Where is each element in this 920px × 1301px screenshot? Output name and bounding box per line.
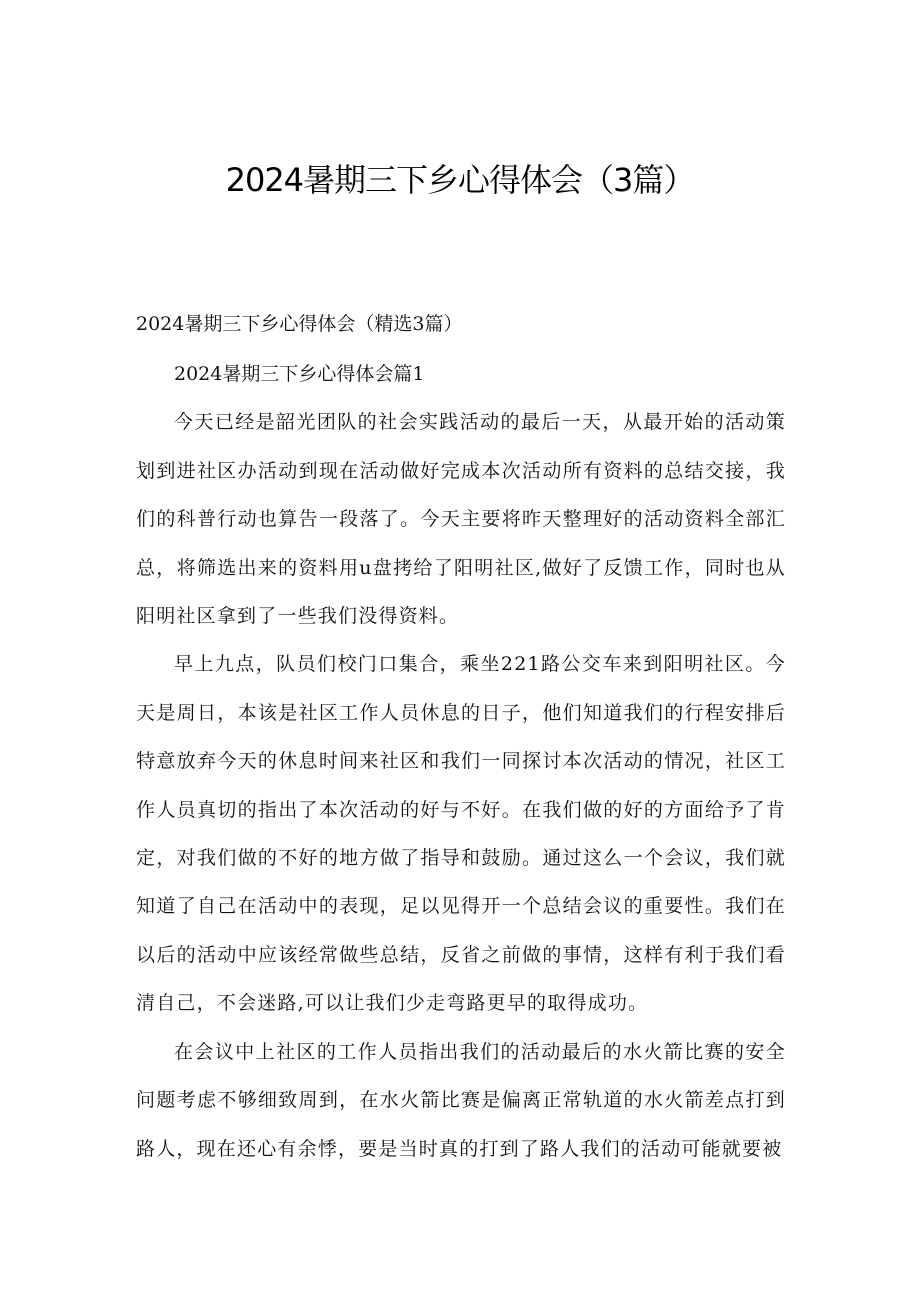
paragraph-3: 在会议中上社区的工作人员指出我们的活动最后的水火箭比赛的安全问题考虑不够细致周到，在水火箭比赛是偏离正常轨道的水火箭差点打到路人，现在还心有余悸，要是当时真的打到了路人我们的活动可能就要被: [136, 1040, 786, 1160]
section-heading: 2024暑期三下乡心得体会篇1: [174, 363, 425, 385]
paragraph-1: 今天已经是韶光团队的社会实践活动的最后一天，从最开始的活动策划到进社区办活动到现在活动做好完成本次活动所有资料的总结交接，我们的科普行动也算告一段落了。今天主要将昨天整理好的活动资料全部汇总，将筛选出来的资料用u盘拷给了阳明社区,做好了反馈工作，同时也从阳明社区拿到了一些我们没得资料。: [136, 411, 786, 628]
paragraph-2: 早上九点，队员们校门口集合，乘坐221路公交车来到阳明社区。今天是周日，本该是社区工作人员休息的日子，他们知道我们的行程安排后特意放弃今天的休息时间来社区和我们一同探讨本次活动的情况，社区工作人员真切的指出了本次活动的好与不好。在我们做的好的方面给予了肯定，对我们做的不好的地方做了指导和鼓励。通过这么一个会议，我们就知道了自己在活动中的表现，足以见得开一个总结会议的重要性。我们在以后的活动中应该经常做些总结，反省之前做的事情，这样有利于我们看清自己，不会迷路,可以让我们少走弯路更早的取得成功。: [136, 653, 786, 1015]
document-subtitle: 2024暑期三下乡心得体会（精选3篇）: [136, 313, 463, 335]
document-body: [136, 350, 786, 1173]
document-title: 2024暑期三下乡心得体会（3篇）: [225, 161, 695, 199]
